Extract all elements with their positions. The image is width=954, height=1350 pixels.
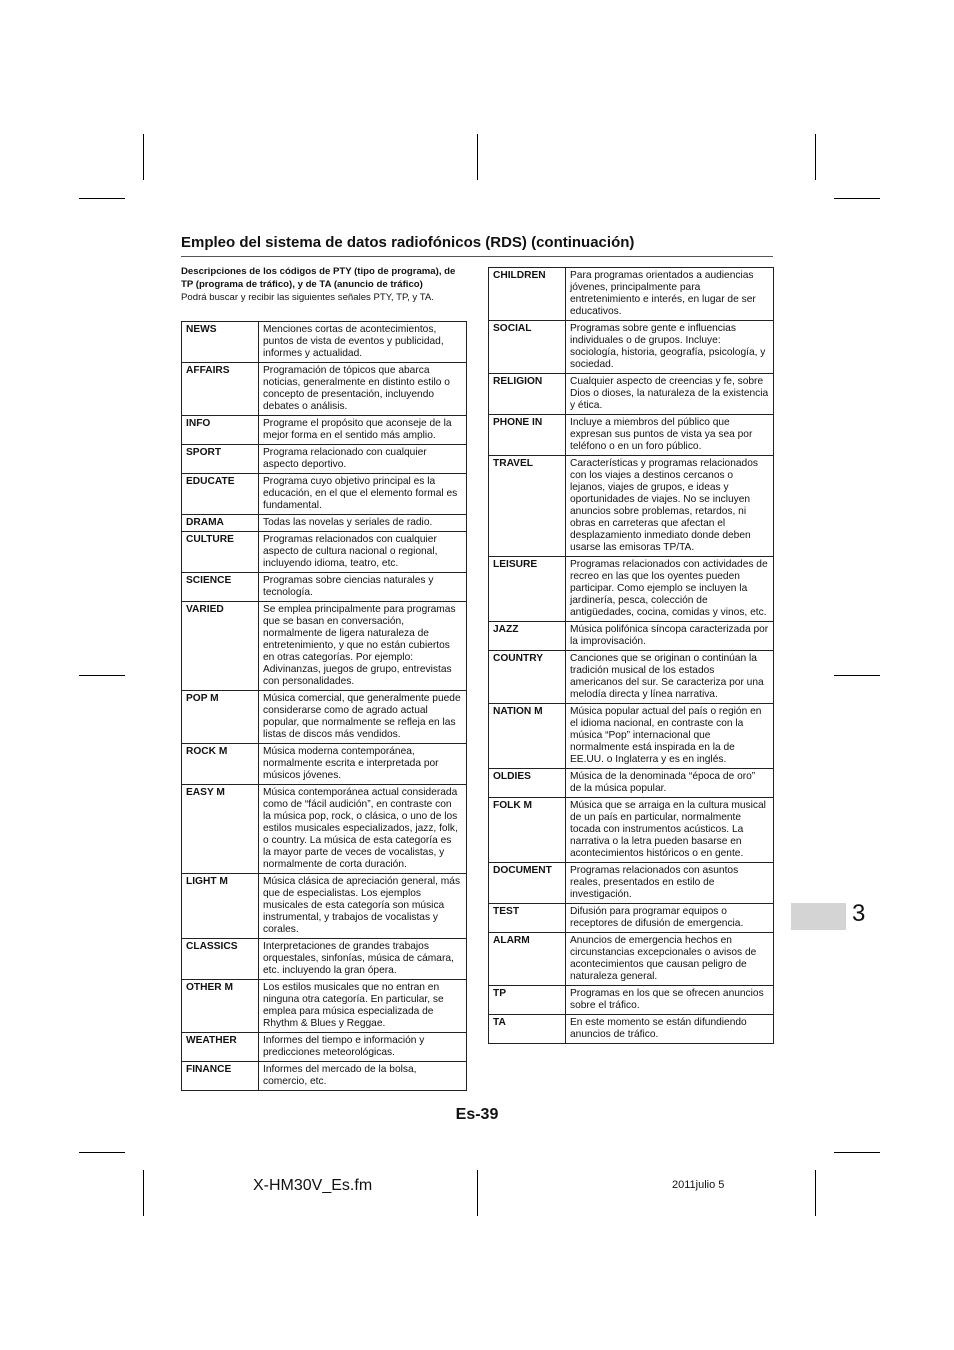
pty-description: Programe el propósito que aconseje de la mejor forma en el sentido más amplio. xyxy=(259,416,467,445)
crop-mark xyxy=(815,134,816,180)
table-row xyxy=(182,602,467,691)
pty-code: INFO xyxy=(182,416,259,445)
pty-code: DOCUMENT xyxy=(489,863,566,904)
pty-code: OTHER M xyxy=(182,980,259,1033)
pty-code: COUNTRY xyxy=(489,651,566,704)
crop-mark xyxy=(477,134,478,180)
pty-description: Música comercial, que generalmente puede considerarse como de agrado actual popular, que normalmente se refleja en las listas de discos más vendidos. xyxy=(259,691,467,744)
pty-description: Incluye a miembros del público que expresan sus puntos de vista ya sea por teléfono o en un foro público. xyxy=(566,415,774,456)
pty-code: DRAMA xyxy=(182,515,259,532)
page-number: Es-39 xyxy=(455,1106,499,1123)
crop-mark xyxy=(834,675,880,676)
crop-mark xyxy=(143,134,144,180)
pty-description: Los estilos musicales que no entran en ninguna otra categoría. En particular, se emplea para música especializada de Rhythm & Blues y Reggae. xyxy=(259,980,467,1033)
pty-code: LEISURE xyxy=(489,557,566,622)
table-row xyxy=(489,456,774,557)
pty-code: EDUCATE xyxy=(182,474,259,515)
pty-description: Características y programas relacionados con los viajes a destinos cercanos o lejanos, viajes de grupos, e ideas y oportunidades de viajes. No se incluyen anuncios sobre problemas, retardos, ni obras en carreteras que afectan el desplazamiento inmediato donde deben usarse las emisoras TP/TA. xyxy=(566,456,774,557)
table-row xyxy=(489,769,774,798)
intro-heading: Descripciones de los códigos de PTY (tipo de programa), de TP (programa de tráfico), y de TA (anuncio de tráfico) xyxy=(181,266,456,290)
pty-description: Todas las novelas y seriales de radio. xyxy=(259,515,467,532)
pty-description: Programas relacionados con actividades de recreo en las que los oyentes pueden participar. Como ejemplo se incluyen la jardinería, pesca, colección de antigüedades, cocina, comidas y vinos, etc. xyxy=(566,557,774,622)
table-row xyxy=(182,691,467,744)
table-row xyxy=(182,416,467,445)
pty-description: Cualquier aspecto de creencias y fe, sobre Dios o dioses, la naturaleza de la existencia y ética. xyxy=(566,374,774,415)
pty-description: Música polifónica síncopa caracterizada por la improvisación. xyxy=(566,622,774,651)
pty-code: OLDIES xyxy=(489,769,566,798)
table-row xyxy=(489,415,774,456)
pty-description: Programas en los que se ofrecen anuncios sobre el tráfico. xyxy=(566,986,774,1015)
crop-mark xyxy=(834,198,880,199)
crop-mark xyxy=(143,1170,144,1216)
pty-description: Informes del tiempo e información y predicciones meteorológicas. xyxy=(259,1033,467,1062)
table-row xyxy=(489,904,774,933)
table-row xyxy=(489,986,774,1015)
table-row xyxy=(489,704,774,769)
pty-code: POP M xyxy=(182,691,259,744)
pty-code: SOCIAL xyxy=(489,321,566,374)
table-row xyxy=(489,933,774,986)
table-row xyxy=(489,863,774,904)
table-row xyxy=(489,1015,774,1044)
table-row xyxy=(182,980,467,1033)
pty-description: Música popular actual del país o región en el idioma nacional, en contraste con la música “Pop” internacional que normalmente está inspirada en la de EE.UU. o Inglaterra y es en inglés. xyxy=(566,704,774,769)
crop-mark xyxy=(79,675,125,676)
pty-description: Programa cuyo objetivo principal es la educación, en el que el elemento formal es fundamental. xyxy=(259,474,467,515)
table-row xyxy=(182,515,467,532)
pty-code: TEST xyxy=(489,904,566,933)
chapter-tab xyxy=(791,903,846,930)
table-row xyxy=(182,939,467,980)
pty-code: ROCK M xyxy=(182,744,259,785)
pty-description: Informes del mercado de la bolsa, comercio, etc. xyxy=(259,1062,467,1091)
pty-code: CHILDREN xyxy=(489,268,566,321)
pty-code: LIGHT M xyxy=(182,874,259,939)
table-row xyxy=(489,651,774,704)
pty-description: Difusión para programar equipos o receptores de difusión de emergencia. xyxy=(566,904,774,933)
pty-description: Canciones que se originan o continúan la tradición musical de los estados americanos del sur. Se caracteriza por una melodía directa y línea narrativa. xyxy=(566,651,774,704)
pty-code: SCIENCE xyxy=(182,573,259,602)
crop-mark xyxy=(477,1170,478,1216)
table-row xyxy=(182,1062,467,1091)
pty-description: Música de la denominada “época de oro” de la música popular. xyxy=(566,769,774,798)
pty-code: VARIED xyxy=(182,602,259,691)
table-row xyxy=(182,363,467,416)
pty-code: ALARM xyxy=(489,933,566,986)
footer-date: 2011julio 5 xyxy=(672,1179,725,1191)
pty-description: Menciones cortas de acontecimientos, puntos de vista de eventos y publicidad, informes y actualidad. xyxy=(259,322,467,363)
pty-description: Para programas orientados a audiencias jóvenes, principalmente para entretenimiento e interés, en lugar de ser educativos. xyxy=(566,268,774,321)
pty-description: En este momento se están difundiendo anuncios de tráfico. xyxy=(566,1015,774,1044)
crop-mark xyxy=(79,1152,125,1153)
pty-code: SPORT xyxy=(182,445,259,474)
pty-code: PHONE IN xyxy=(489,415,566,456)
pty-code: WEATHER xyxy=(182,1033,259,1062)
pty-code: JAZZ xyxy=(489,622,566,651)
table-row xyxy=(182,1033,467,1062)
footer-filename: X-HM30V_Es.fm xyxy=(253,1177,373,1194)
table-row xyxy=(489,374,774,415)
table-row xyxy=(489,557,774,622)
pty-table-left xyxy=(181,321,467,1091)
pty-code: TA xyxy=(489,1015,566,1044)
pty-description: Anuncios de emergencia hechos en circunstancias excepcionales o avisos de acontecimientos que causan peligro de naturaleza general. xyxy=(566,933,774,986)
table-row xyxy=(489,622,774,651)
pty-description: Programas sobre ciencias naturales y tecnología. xyxy=(259,573,467,602)
table-row xyxy=(182,874,467,939)
pty-description: Programas sobre gente e influencias individuales o de grupos. Incluye: sociología, historia, geografía, psicología, y sociedad. xyxy=(566,321,774,374)
pty-description: Programas relacionados con cualquier aspecto de cultura nacional o regional, incluyendo idioma, teatro, etc. xyxy=(259,532,467,573)
pty-description: Música contemporánea actual considerada como de “fácil audición”, en contraste con la música pop, rock, o clásica, o uno de los estilos musicales especializados, jazz, folk, o country. La música de esta categoría es la mayor parte de veces de vocalistas, y normalmente de corta duración. xyxy=(259,785,467,874)
pty-code: TP xyxy=(489,986,566,1015)
pty-code: TRAVEL xyxy=(489,456,566,557)
crop-mark xyxy=(79,198,125,199)
table-row xyxy=(182,573,467,602)
pty-code: NEWS xyxy=(182,322,259,363)
crop-mark xyxy=(815,1170,816,1216)
table-row xyxy=(182,322,467,363)
pty-description: Programación de tópicos que abarca noticias, generalmente en distinto estilo o concepto de presentación, incluyendo debates o análisis. xyxy=(259,363,467,416)
page-title: Empleo del sistema de datos radiofónicos (RDS) (continuación) xyxy=(181,234,773,257)
pty-description: Interpretaciones de grandes trabajos orquestales, sinfonías, música de cámara, etc. incluyendo la gran ópera. xyxy=(259,939,467,980)
pty-description: Programas relacionados con asuntos reales, presentados en estilo de investigación. xyxy=(566,863,774,904)
chapter-tab-number: 3 xyxy=(852,900,866,927)
pty-code: EASY M xyxy=(182,785,259,874)
crop-mark xyxy=(834,1152,880,1153)
table-row xyxy=(489,798,774,863)
pty-description: Se emplea principalmente para programas que se basan en conversación, normalmente de ligera naturaleza de entretenimiento, y que no están cubiertos en otras categorías. Por ejemplo: Adivinanzas, juegos de grupo, entrevistas con personalidades. xyxy=(259,602,467,691)
table-row xyxy=(182,785,467,874)
pty-description: Programa relacionado con cualquier aspecto deportivo. xyxy=(259,445,467,474)
pty-code: AFFAIRS xyxy=(182,363,259,416)
pty-description: Música que se arraiga en la cultura musical de un país en particular, normalmente tocada con instrumentos acústicos. La narrativa o la letra pueden basarse en acontecimientos históricos o en gente. xyxy=(566,798,774,863)
pty-code: CLASSICS xyxy=(182,939,259,980)
pty-code: FINANCE xyxy=(182,1062,259,1091)
pty-description: Música clásica de apreciación general, más que de especialistas. Los ejemplos musicales de esta categoría son música instrumental, y trabajos de vocalistas y corales. xyxy=(259,874,467,939)
pty-code: RELIGION xyxy=(489,374,566,415)
pty-code: CULTURE xyxy=(182,532,259,573)
table-row xyxy=(182,532,467,573)
table-row xyxy=(489,268,774,321)
table-row xyxy=(489,321,774,374)
table-row xyxy=(182,474,467,515)
table-row xyxy=(182,744,467,785)
pty-code: NATION M xyxy=(489,704,566,769)
pty-description: Música moderna contemporánea, normalmente escrita e interpretada por músicos jóvenes. xyxy=(259,744,467,785)
intro-block xyxy=(181,265,467,304)
intro-text: Podrá buscar y recibir las siguientes señales PTY, TP, y TA. xyxy=(181,292,434,303)
pty-table-right xyxy=(488,267,774,1044)
pty-code: FOLK M xyxy=(489,798,566,863)
table-row xyxy=(182,445,467,474)
